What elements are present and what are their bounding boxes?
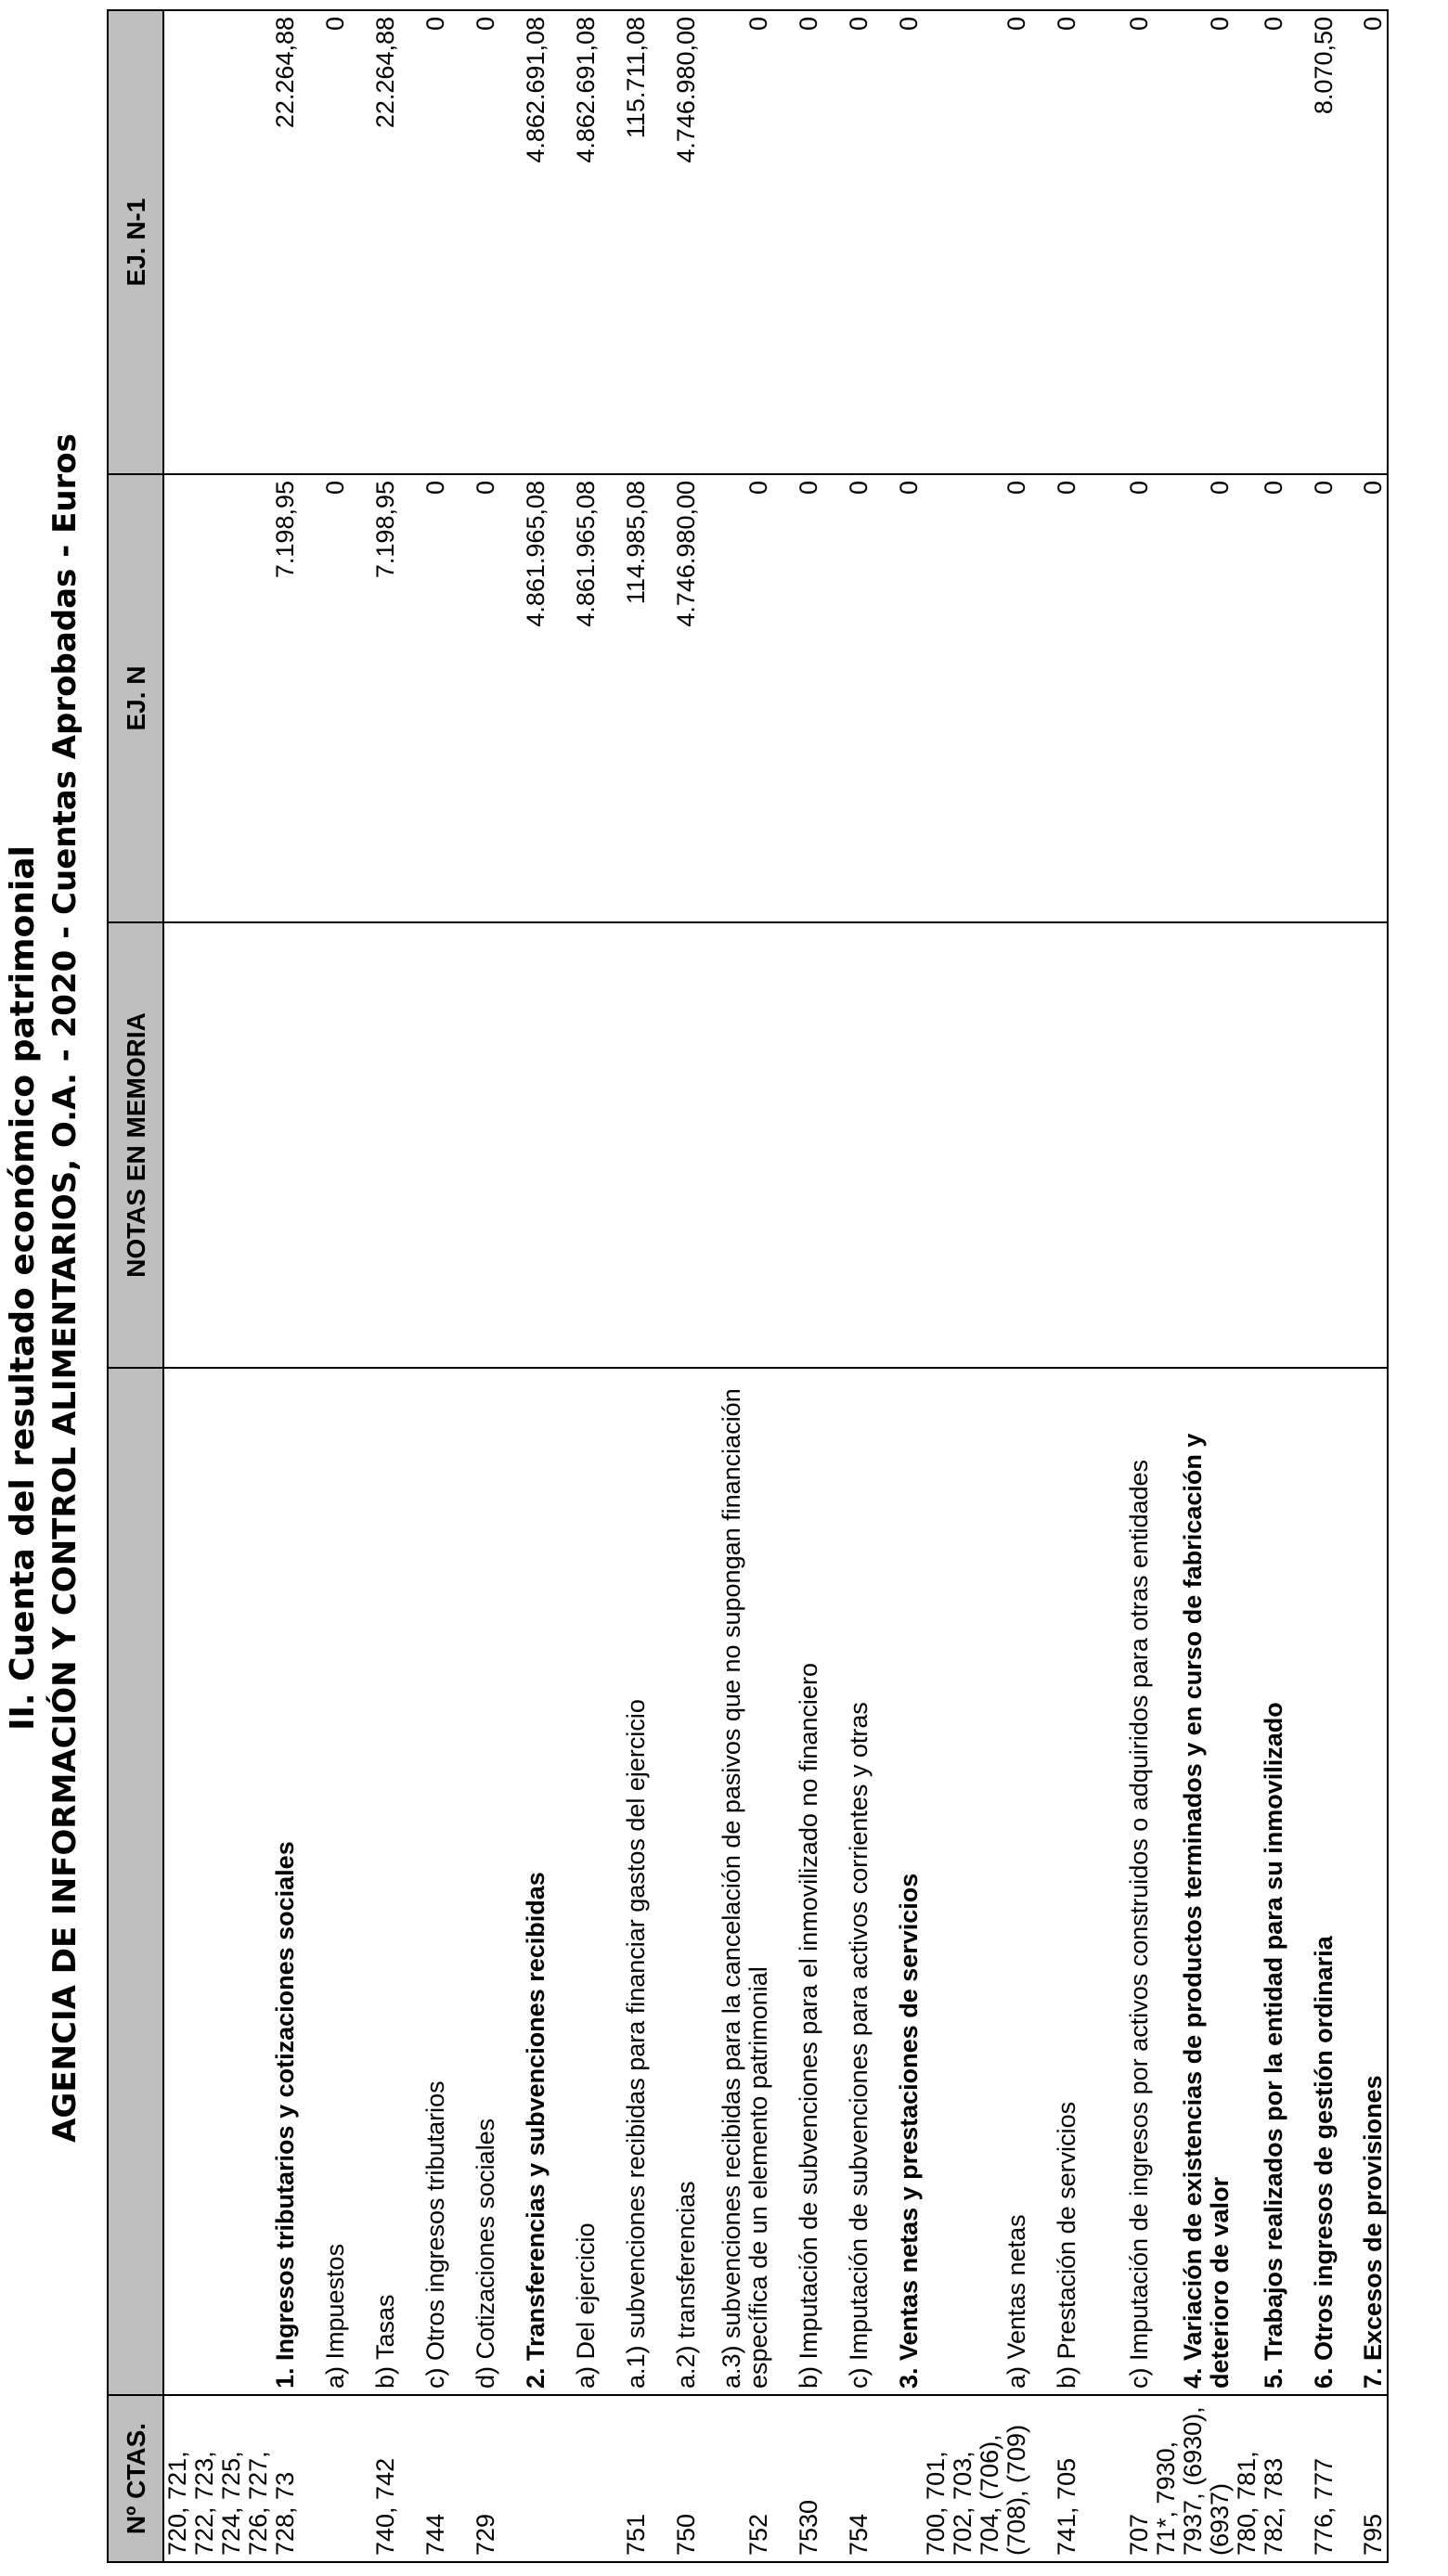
concept-cell: c) Imputación de subvenciones para activos corrientes y otras [822, 1368, 873, 2395]
table-row [923, 10, 1030, 2562]
current-year-value: 7.198,95 [163, 474, 299, 922]
notes-cell [1030, 922, 1080, 1368]
current-year-value: 0 [822, 474, 873, 922]
previous-year-value: 115.711,08 [600, 10, 650, 474]
concept-cell: d) Cotizaciones sociales [449, 1368, 499, 2395]
previous-year-value: 0 [399, 10, 449, 474]
notes-cell [1338, 922, 1388, 1368]
previous-year-value: 0 [1153, 10, 1234, 474]
table-row [1080, 10, 1153, 2562]
table-row [772, 10, 822, 2562]
table-row [299, 10, 349, 2562]
current-year-value: 0 [449, 474, 499, 922]
concept-cell: a) Del ejercicio [549, 1368, 600, 2395]
table-row [873, 10, 923, 2562]
current-year-value: 0 [700, 474, 772, 922]
notes-cell [650, 922, 700, 1368]
concept-cell: b) Imputación de subvenciones para el inmovilizado no financiero [772, 1368, 822, 2395]
document-subtitle: AGENCIA DE INFORMACIÓN Y CONTROL ALIMENTARIOS, O.A. - 2020 - Cuentas Aprobadas - Euros [46, 433, 84, 2143]
current-year-value: 0 [1287, 474, 1338, 922]
previous-year-value: 0 [923, 10, 1030, 474]
notes-cell [163, 922, 299, 1368]
previous-year-value: 4.746.980,00 [650, 10, 700, 474]
notes-cell [499, 922, 549, 1368]
account-codes-cell: 7530 [772, 2395, 822, 2562]
current-year-value: 0 [399, 474, 449, 922]
notes-cell [923, 922, 1030, 1368]
account-codes-cell: 744 [399, 2395, 449, 2562]
concept-cell: 2. Transferencias y subvenciones recibidas [499, 1368, 549, 2395]
account-codes-cell: 707 [1080, 2395, 1153, 2562]
previous-year-value: 0 [449, 10, 499, 474]
current-year-value: 4.861.965,08 [549, 474, 600, 922]
account-codes-cell: 700, 701, 702, 703, 704, (706), (708), (709) [923, 2395, 1030, 2562]
previous-year-value: 8.070,50 [1287, 10, 1338, 474]
notes-cell [772, 922, 822, 1368]
notes-cell [873, 922, 923, 1368]
current-year-value: 0 [1080, 474, 1153, 922]
concept-cell: a) Ventas netas [923, 1368, 1030, 2395]
previous-year-value: 22.264,88 [163, 10, 299, 474]
table-row [1338, 10, 1388, 2562]
previous-year-value: 22.264,88 [349, 10, 399, 474]
concept-cell: c) Otros ingresos tributarios [399, 1368, 449, 2395]
concept-cell: 5. Trabajos realizados por la entidad para su inmovilizado [1234, 1368, 1287, 2395]
account-codes-cell: 750 [650, 2395, 700, 2562]
current-year-value: 4.861.965,08 [499, 474, 549, 922]
previous-year-value: 0 [772, 10, 822, 474]
document-title: II. Cuenta del resultado económico patrimonial [4, 845, 42, 1731]
account-codes-cell [499, 2395, 549, 2562]
table-row [1030, 10, 1080, 2562]
notes-cell [299, 922, 349, 1368]
notes-cell [349, 922, 399, 1368]
table-row [349, 10, 399, 2562]
table-row [449, 10, 499, 2562]
current-year-value: 0 [1153, 474, 1234, 922]
table-row [1234, 10, 1287, 2562]
table-body [163, 10, 1388, 2562]
table-row [1287, 10, 1338, 2562]
header-current-year: EJ. N [108, 474, 163, 922]
notes-cell [1153, 922, 1234, 1368]
previous-year-value: 0 [1080, 10, 1153, 474]
table-row [600, 10, 650, 2562]
header-notes: NOTAS EN MEMORIA [108, 922, 163, 1368]
income-statement-table [107, 9, 1389, 2563]
notes-cell [822, 922, 873, 1368]
previous-year-value: 0 [1030, 10, 1080, 474]
previous-year-value: 0 [1234, 10, 1287, 474]
current-year-value: 4.746.980,00 [650, 474, 700, 922]
table-row [1153, 10, 1234, 2562]
previous-year-value: 0 [873, 10, 923, 474]
table-row [700, 10, 772, 2562]
account-codes-cell [873, 2395, 923, 2562]
table-row [499, 10, 549, 2562]
table-row [163, 10, 299, 2562]
concept-cell: a) Impuestos [299, 1368, 349, 2395]
account-codes-cell: 71*, 7930, 7937, (6930), (6937) [1153, 2395, 1234, 2562]
concept-cell: b) Tasas [349, 1368, 399, 2395]
account-codes-cell: 754 [822, 2395, 873, 2562]
account-codes-cell [299, 2395, 349, 2562]
account-codes-cell: 780, 781, 782, 783 [1234, 2395, 1287, 2562]
current-year-value: 0 [1030, 474, 1080, 922]
account-codes-cell: 776, 777 [1287, 2395, 1338, 2562]
concept-cell: c) Imputación de ingresos por activos construidos o adquiridos para otras entidades [1080, 1368, 1153, 2395]
concept-cell: a.3) subvenciones recibidas para la cancelación de pasivos que no supongan financiación específica de un elemento patrimonial [700, 1368, 772, 2395]
account-codes-cell: 729 [449, 2395, 499, 2562]
header-accounts: Nº CTAS. [108, 2395, 163, 2562]
table-row [822, 10, 873, 2562]
concept-cell: 1. Ingresos tributarios y cotizaciones sociales [163, 1368, 299, 2395]
previous-year-value: 0 [700, 10, 772, 474]
notes-cell [1080, 922, 1153, 1368]
notes-cell [1287, 922, 1338, 1368]
notes-cell [600, 922, 650, 1368]
notes-cell [399, 922, 449, 1368]
current-year-value: 0 [772, 474, 822, 922]
concept-cell: 3. Ventas netas y prestaciones de servicios [873, 1368, 923, 2395]
notes-cell [549, 922, 600, 1368]
concept-cell: a.2) transferencias [650, 1368, 700, 2395]
current-year-value: 0 [1234, 474, 1287, 922]
account-codes-cell: 720, 721, 722, 723, 724, 725, 726, 727, 728, 73 [163, 2395, 299, 2562]
concept-cell: b) Prestación de servicios [1030, 1368, 1080, 2395]
concept-cell: 7. Excesos de provisiones [1338, 1368, 1388, 2395]
account-codes-cell: 751 [600, 2395, 650, 2562]
concept-cell: 4. Variación de existencias de productos terminados y en curso de fabricación y deterioro de valor [1153, 1368, 1234, 2395]
account-codes-cell: 752 [700, 2395, 772, 2562]
concept-cell: 6. Otros ingresos de gestión ordinaria [1287, 1368, 1338, 2395]
previous-year-value: 0 [1338, 10, 1388, 474]
account-codes-cell: 795 [1338, 2395, 1388, 2562]
table-row [650, 10, 700, 2562]
previous-year-value: 0 [822, 10, 873, 474]
notes-cell [449, 922, 499, 1368]
concept-cell: a.1) subvenciones recibidas para financiar gastos del ejercicio [600, 1368, 650, 2395]
table-row [399, 10, 449, 2562]
table-row [549, 10, 600, 2562]
account-codes-cell: 741, 705 [1030, 2395, 1080, 2562]
header-previous-year: EJ. N-1 [108, 10, 163, 474]
current-year-value: 7.198,95 [349, 474, 399, 922]
account-codes-cell [549, 2395, 600, 2562]
current-year-value: 0 [923, 474, 1030, 922]
notes-cell [700, 922, 772, 1368]
account-codes-cell: 740, 742 [349, 2395, 399, 2562]
previous-year-value: 4.862.691,08 [549, 10, 600, 474]
table-header-row [108, 10, 163, 2562]
previous-year-value: 0 [299, 10, 349, 474]
current-year-value: 0 [873, 474, 923, 922]
header-concept [108, 1368, 163, 2395]
current-year-value: 0 [299, 474, 349, 922]
previous-year-value: 4.862.691,08 [499, 10, 549, 474]
notes-cell [1234, 922, 1287, 1368]
current-year-value: 0 [1338, 474, 1388, 922]
current-year-value: 114.985,08 [600, 474, 650, 922]
